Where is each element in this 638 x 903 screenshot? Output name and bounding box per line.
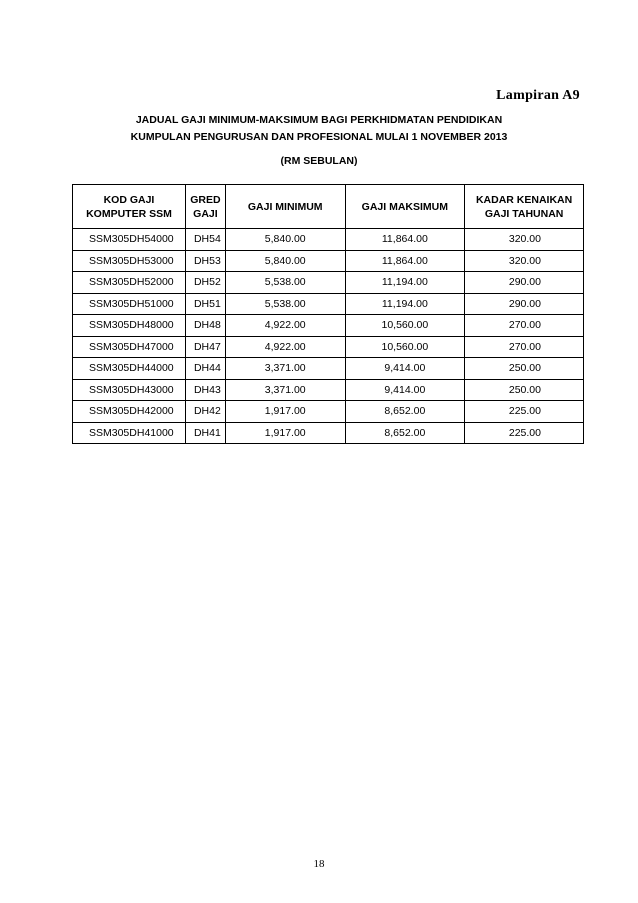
- cell-kadar-kenaikan: 320.00: [465, 250, 584, 272]
- table-row: [73, 358, 584, 380]
- cell-gaji-minimum: 3,371.00: [225, 358, 345, 380]
- header-kod-line2: KOMPUTER SSM: [86, 207, 172, 220]
- cell-gaji-minimum: 4,922.00: [225, 336, 345, 358]
- cell-gaji-maksimum: 10,560.00: [345, 315, 465, 337]
- cell-gaji-maksimum: 8,652.00: [345, 401, 465, 423]
- appendix-label: Lampiran A9: [496, 88, 580, 103]
- cell-gred: DH52: [185, 272, 225, 294]
- cell-gred: DH44: [185, 358, 225, 380]
- cell-kod-gaji: SSM305DH43000: [73, 379, 186, 401]
- cell-kadar-kenaikan: 270.00: [465, 315, 584, 337]
- cell-kod-gaji: SSM305DH48000: [73, 315, 186, 337]
- cell-kod-gaji: SSM305DH52000: [73, 272, 186, 294]
- cell-gaji-maksimum: 11,194.00: [345, 293, 465, 315]
- currency-unit-note: (RM SEBULAN): [280, 155, 358, 167]
- cell-gred: DH42: [185, 401, 225, 423]
- cell-kod-gaji: SSM305DH51000: [73, 293, 186, 315]
- cell-kadar-kenaikan: 250.00: [465, 358, 584, 380]
- header-gaji-maksimum: GAJI MAKSIMUM: [345, 185, 465, 229]
- table-row: [73, 336, 584, 358]
- table-row: [73, 422, 584, 444]
- header-gred-gaji: [185, 185, 225, 229]
- header-kenaikan-line1: KADAR KENAIKAN: [475, 193, 573, 206]
- cell-kadar-kenaikan: 270.00: [465, 336, 584, 358]
- cell-kod-gaji: SSM305DH53000: [73, 250, 186, 272]
- title-line-1: JADUAL GAJI MINIMUM-MAKSIMUM BAGI PERKHIDMATAN PENDIDIKAN: [135, 114, 503, 126]
- cell-gaji-minimum: 1,917.00: [225, 422, 345, 444]
- cell-gaji-minimum: 4,922.00: [225, 315, 345, 337]
- cell-gred: DH54: [185, 229, 225, 251]
- cell-gred: DH47: [185, 336, 225, 358]
- cell-gaji-maksimum: 9,414.00: [345, 358, 465, 380]
- cell-gaji-maksimum: 11,864.00: [345, 250, 465, 272]
- title-line-2: KUMPULAN PENGURUSAN DAN PROFESIONAL MULAI 1 NOVEMBER 2013: [130, 131, 508, 143]
- header-gred-line1: GRED: [190, 193, 221, 206]
- cell-gred: DH43: [185, 379, 225, 401]
- header-kod-gaji: [73, 185, 186, 229]
- cell-kadar-kenaikan: 250.00: [465, 379, 584, 401]
- cell-kod-gaji: SSM305DH54000: [73, 229, 186, 251]
- table-row: [73, 250, 584, 272]
- cell-gaji-maksimum: 10,560.00: [345, 336, 465, 358]
- cell-kod-gaji: SSM305DH44000: [73, 358, 186, 380]
- cell-gred: DH51: [185, 293, 225, 315]
- cell-gaji-minimum: 5,840.00: [225, 250, 345, 272]
- cell-gred: DH48: [185, 315, 225, 337]
- cell-gred: DH53: [185, 250, 225, 272]
- table-row: [73, 272, 584, 294]
- table-row: [73, 379, 584, 401]
- cell-kadar-kenaikan: 290.00: [465, 293, 584, 315]
- header-gred-line2: GAJI: [193, 207, 218, 220]
- header-kod-line1: KOD GAJI: [103, 193, 155, 206]
- cell-gaji-minimum: 5,538.00: [225, 272, 345, 294]
- cell-kadar-kenaikan: 225.00: [465, 401, 584, 423]
- cell-kod-gaji: SSM305DH47000: [73, 336, 186, 358]
- table-row: [73, 293, 584, 315]
- cell-gaji-maksimum: 11,864.00: [345, 229, 465, 251]
- page-number: 18: [313, 858, 325, 870]
- cell-kod-gaji: SSM305DH41000: [73, 422, 186, 444]
- header-gaji-minimum: GAJI MINIMUM: [225, 185, 345, 229]
- cell-kadar-kenaikan: 320.00: [465, 229, 584, 251]
- cell-gaji-maksimum: 8,652.00: [345, 422, 465, 444]
- cell-gaji-minimum: 1,917.00: [225, 401, 345, 423]
- cell-kadar-kenaikan: 225.00: [465, 422, 584, 444]
- cell-gaji-minimum: 5,538.00: [225, 293, 345, 315]
- cell-gred: DH41: [185, 422, 225, 444]
- header-kenaikan-line2: GAJI TAHUNAN: [484, 207, 564, 220]
- cell-gaji-minimum: 3,371.00: [225, 379, 345, 401]
- cell-gaji-maksimum: 11,194.00: [345, 272, 465, 294]
- cell-gaji-minimum: 5,840.00: [225, 229, 345, 251]
- header-kadar-kenaikan: [465, 185, 584, 229]
- cell-kadar-kenaikan: 290.00: [465, 272, 584, 294]
- cell-gaji-maksimum: 9,414.00: [345, 379, 465, 401]
- table-row: [73, 401, 584, 423]
- table-row: [73, 315, 584, 337]
- cell-kod-gaji: SSM305DH42000: [73, 401, 186, 423]
- table-row: [73, 229, 584, 251]
- table-header-row: [73, 185, 584, 229]
- salary-table: [72, 184, 584, 444]
